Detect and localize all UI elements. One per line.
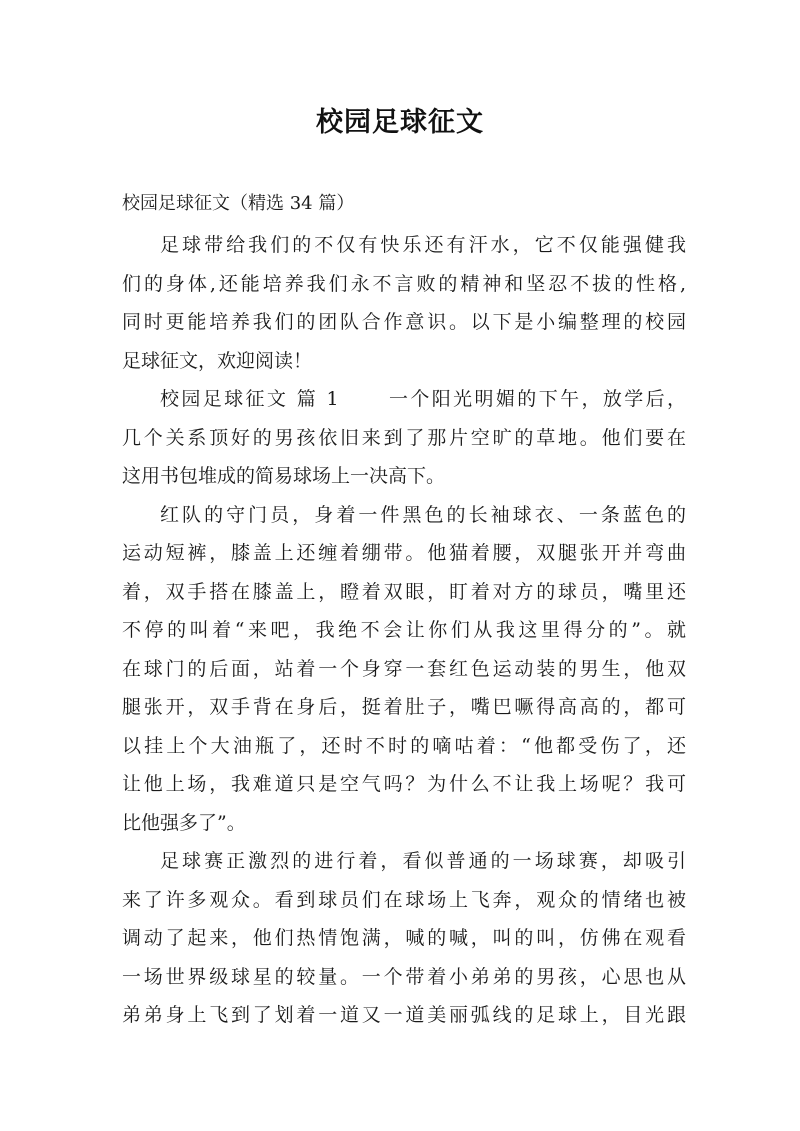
paragraph-line: 在球门的后面，站着一个身穿一套红色运动装的男生，他双 bbox=[122, 657, 686, 680]
paragraph-line: 来了许多观众。看到球员们在球场上飞奔，观众的情绪也被 bbox=[122, 888, 686, 911]
paragraph-line-text: 一个阳光明媚的下午，放学后， bbox=[386, 388, 686, 410]
paragraph-line: 比他强多了”。 bbox=[122, 811, 246, 834]
paragraph-line: 足球赛正激烈的进行着，看似普通的一场球赛，却吸引 bbox=[160, 850, 686, 872]
paragraph-line: 运动短裤，膝盖上还缠着绷带。他猫着腰，双腿张开并弯曲 bbox=[122, 542, 686, 564]
paragraph-line: 红队的守门员，身着一件黑色的长袖球衣、一条蓝色的 bbox=[160, 503, 686, 526]
paragraph-line: 以挂上个大油瓶了，还时不时的嘀咕着：“他都受伤了，还 bbox=[122, 734, 686, 757]
section-heading: 校园足球征文 篇 1 bbox=[160, 388, 339, 410]
paragraph-line: 一场世界级球星的较量。一个带着小弟弟的男孩，心思也从 bbox=[122, 965, 686, 988]
paragraph-line: 这用书包堆成的简易球场上一决高下。 bbox=[122, 465, 446, 487]
paragraph-line: 腿张开，双手背在身后，挺着肚子，嘴巴噘得高高的，都可 bbox=[122, 696, 686, 718]
document-subtitle: 校园足球征文（精选 34 篇） bbox=[122, 193, 355, 214]
document-title: 校园足球征文 bbox=[316, 107, 484, 138]
paragraph-line: 足球征文，欢迎阅读！ bbox=[122, 349, 313, 372]
paragraph-line bbox=[122, 380, 686, 419]
paragraph-line: 着，双手搭在膝盖上，瞪着双眼，盯着对方的球员，嘴里还 bbox=[122, 580, 686, 603]
paragraph-line: 调动了起来，他们热情饱满，喊的喊，叫的叫，仿佛在观看 bbox=[122, 927, 686, 949]
paragraph-line: 弟弟身上飞到了划着一道又一道美丽弧线的足球上，目光跟 bbox=[122, 1004, 686, 1026]
document-body bbox=[122, 226, 686, 1035]
paragraph-line: 不停的叫着“来吧，我绝不会让你们从我这里得分的”。就 bbox=[122, 619, 686, 641]
paragraph-line: 同时更能培养我们的团队合作意识。以下是小编整理的校园 bbox=[122, 311, 686, 333]
paragraph-line: 让他上场，我难道只是空气吗？为什么不让我上场呢？我可 bbox=[122, 773, 686, 795]
paragraph-line: 足球带给我们的不仅有快乐还有汗水，它不仅能强健我 bbox=[160, 234, 686, 256]
paragraph-line: 几个关系顶好的男孩依旧来到了那片空旷的草地。他们要在 bbox=[122, 426, 686, 449]
paragraph-line: 们的身体,还能培养我们永不言败的精神和坚忍不拔的性格, bbox=[122, 272, 686, 295]
